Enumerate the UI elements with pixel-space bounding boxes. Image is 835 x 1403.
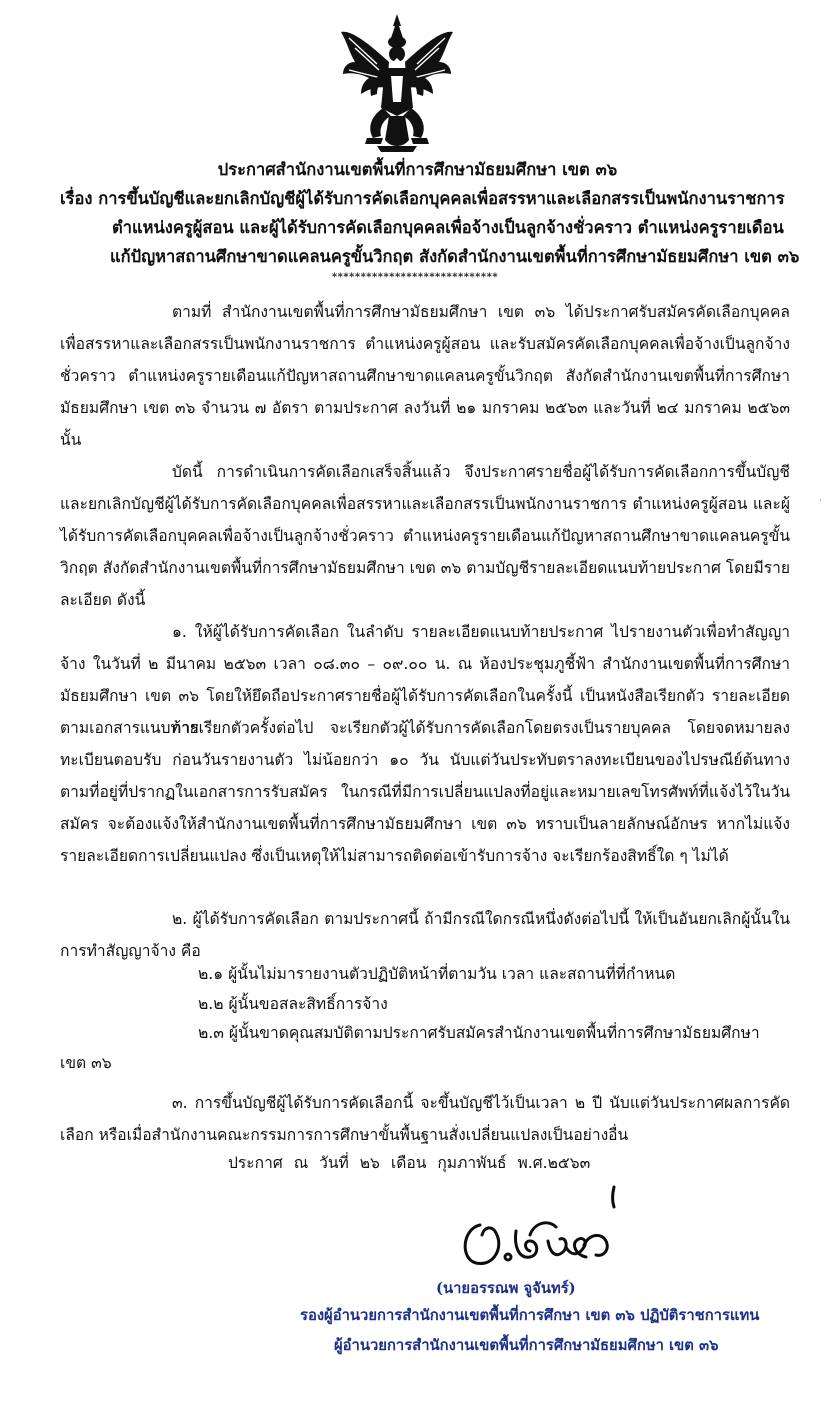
title-divider: ***************************** <box>331 272 499 283</box>
garuda-emblem-icon <box>337 12 457 154</box>
signer-name: (นายอรรณพ จูจันทร์) <box>436 1280 576 1297</box>
item-2-paragraph: ๒. ผู้ได้รับการคัดเลือก ตามประกาศนี้ ถ้ามีกรณีใดกรณีหนึ่งดังต่อไปนี้ ให้เป็นอันยกเลิกผู้นั้นในการทำสัญญาจ้าง คือ <box>60 910 790 960</box>
sub-item-2-3: ๒.๓ ผู้นั้นขาดคุณสมบัติตามประกาศรับสมัครสำนักงานเขตพื้นที่การศึกษามัธยมศึกษา <box>198 1024 760 1042</box>
signer-position-2: ผู้อำนวยการสำนักงานเขตพื้นที่การศึกษามัธยมศึกษา เขต ๓๖ <box>334 1337 719 1354</box>
item-1-paragraph: ๑. ให้ผู้ได้รับการคัดเลือก ในลำดับ รายละเอียดแนบท้ายประกาศ ไปรายงานตัวเพื่อทำสัญญาจ้าง ในวันที่ ๒ มีนาคม ๒๕๖๓ เวลา ๐๘.๓๐ – ๐๙.๐๐ น. ณ ห้องประชุมภูชี้ฟ้า สำนักงานเขตพื้นที่การศึกษามัธยมศึกษา เขต ๓๖ โดยให้ยึดถือประกาศรายชื่อผู้ได้รับการคัดเลือกในครั้งนี้ เป็นหนังสือเรียกตัว รายละเอียดตามเอกสารแนบท้าย <box>60 623 790 737</box>
announcement-date: ประกาศ ณ วันที่ ๒๖ เดือน กุมภาพันธ์ พ.ศ.๒๕๖๓ <box>228 1154 591 1172</box>
subject-line-1: เรื่อง การขึ้นบัญชีและยกเลิกบัญชีผู้ได้รับการคัดเลือกบุคคลเพื่อสรรหาและเลือกสรรเป็นพนักงานราชการ <box>60 189 785 208</box>
subject-line-2: ตำแหน่งครูผู้สอน และผู้ได้รับการคัดเลือกบุคคลเพื่อจ้างเป็นลูกจ้างชั่วคราว ตำแหน่งครูรายเดือน <box>112 218 784 237</box>
sub-item-2-3-tail: เขต ๓๖ <box>60 1054 112 1072</box>
item-3-paragraph: ๓. การขึ้นบัญชีผู้ได้รับการคัดเลือกนี้ จะขึ้นบัญชีไว้เป็นเวลา ๒ ปี นับแต่วันประกาศผลการคัดเลือก หรือเมื่อสำนักงานคณะกรรมการการศึกษาขั้นพื้นฐานสั่งเปลี่ยนแปลงเป็นอย่างอื่น <box>60 1094 790 1144</box>
sub-item-2-2: ๒.๒ ผู้นั้นขอสละสิทธิ์การจ้าง <box>198 995 388 1013</box>
intro-paragraph: ตามที่ สำนักงานเขตพื้นที่การศึกษามัธยมศึกษา เขต ๓๖ ได้ประกาศรับสมัครคัดเลือกบุคคลเพื่อสรรหาและเลือกสรรเป็นพนักงานราชการ ตำแหน่งครูผู้สอน และรับสมัครคัดเลือกบุคคลเพื่อจ้างเป็นลูกจ้างชั่วคราว ตำแหน่งครูรายเดือนแก้ปัญหาสถานศึกษาขาดแคลนครูขั้นวิกฤต สังกัดสำนักงานเขตพื้นที่การศึกษามัธยมศึกษา เขต ๓๖ จำนวน ๗ อัตรา ตามประกาศ ลงวันที่ ๒๑ มกราคม ๒๕๖๓ และวันที่ ๒๔ มกราคม ๒๕๖๓ นั้น <box>60 303 790 449</box>
handwritten-signature-icon <box>456 1185 636 1271</box>
announcement-title: ประกาศสำนักงานเขตพื้นที่การศึกษามัธยมศึกษา เขต ๓๖ <box>217 160 618 179</box>
signer-position-1: รองผู้อำนวยการสำนักงานเขตพื้นที่การศึกษา เขต ๓๖ ปฏิบัติราชการแทน <box>300 1307 760 1324</box>
scan-mark-icon: · <box>819 496 823 507</box>
subject-line-3: แก้ปัญหาสถานศึกษาขาดแคลนครูขั้นวิกฤต สังกัดสำนักงานเขตพื้นที่การศึกษามัธยมศึกษา เขต ๓๖ <box>110 247 800 266</box>
call-paragraph: การเรียกตัวครั้งต่อไป จะเรียกตัวผู้ได้รับการคัดเลือกโดยตรงเป็นรายบุคคล โดยจดหมายลงทะเบียนตอบรับ ก่อนวันรายงานตัว ไม่น้อยกว่า ๑๐ วัน นับแต่วันประทับตราลงทะเบียนของไปรษณีย์ต้นทาง ตามที่อยู่ที่ปรากฏในเอกสารการรับสมัคร ในกรณีที่มีการเปลี่ยนแปลงที่อยู่และหมายเลขโทรศัพท์ที่แจ้งไว้ในวันสมัคร จะต้องแจ้งให้สำนักงานเขตพื้นที่การศึกษามัธยมศึกษา เขต ๓๖ ทราบเป็นลายลักษณ์อักษร หากไม่แจ้งรายละเอียดการเปลี่ยนแปลง ซึ่งเป็นเหตุให้ไม่สามารถติดต่อเข้ารับการจ้าง จะเรียกร้องสิทธิ์ใด ๆ ไม่ได้ <box>60 719 790 865</box>
sub-item-2-1: ๒.๑ ผู้นั้นไม่มารายงานตัวปฏิบัติหน้าที่ตามวัน เวลา และสถานที่ที่กำหนด <box>198 965 676 983</box>
result-paragraph: บัดนี้ การดำเนินการคัดเลือกเสร็จสิ้นแล้ว จึงประกาศรายชื่อผู้ได้รับการคัดเลือกการขึ้นบัญชีและยกเลิกบัญชีผู้ได้รับการคัดเลือกบุคคลเพื่อสรรหาและเลือกสรรเป็นพนักงานราชการ ตำแหน่งครูผู้สอน และผู้ได้รับการคัดเลือกบุคคลเพื่อจ้างเป็นลูกจ้างชั่วคราว ตำแหน่งครูรายเดือนแก้ปัญหาสถานศึกษาขาดแคลนครูขั้นวิกฤต สังกัดสำนักงานเขตพื้นที่การศึกษามัธยมศึกษา เขต ๓๖ ตามบัญชีรายละเอียดแนบท้ายประกาศ โดยมีรายละเอียด ดังนี้ <box>60 463 791 609</box>
